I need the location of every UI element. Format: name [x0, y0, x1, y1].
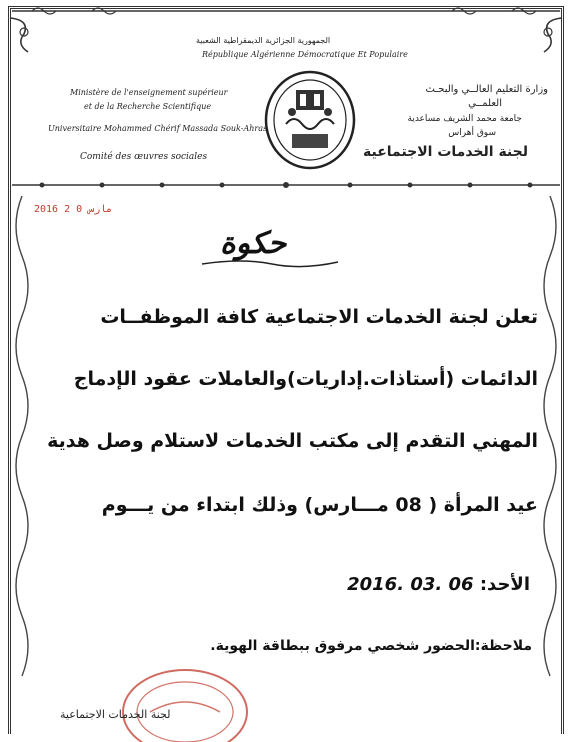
- ar-city: سوق أهراس: [448, 128, 496, 138]
- body-line-3: المهني التقدم إلى مكتب الخدمات لاستلام وصل هدية: [47, 430, 538, 452]
- university-seal-logo: [262, 68, 358, 172]
- body-line-4: عيد المرأة ( 08 مـــارس) وذلك ابتداء من يـــوم: [101, 494, 538, 516]
- fr-ministry-1: Ministère de l'enseignement supérieur: [70, 88, 228, 97]
- body-line-1: تعلن لجنة الخدمات الاجتماعية كافة الموظفــات: [100, 306, 538, 328]
- fr-ministry-2: et de la Recherche Scientifique: [84, 102, 212, 111]
- corner-flourish-top-right: [532, 14, 566, 54]
- title-underline-flourish: [200, 258, 340, 268]
- right-vine-ornament: [536, 196, 564, 716]
- body-line-2: الدائمات (أستاذات.إداريات)والعاملات عقود الإدماج: [73, 368, 538, 390]
- received-date-stamp: 2016 مارس 0 2: [34, 204, 113, 215]
- date-value: 06 .03 .2016: [347, 574, 474, 595]
- ar-committee: لجنة الخدمات الاجتماعية: [363, 144, 528, 160]
- ar-ministry-1: وزارة التعليم العالــي والبحـث: [425, 84, 548, 95]
- left-vine-ornament: [8, 196, 36, 716]
- date-label: الأحد:: [479, 574, 530, 595]
- ar-university: جامعة محمد الشريف مساعدية: [407, 114, 522, 124]
- ar-ministry-2: العلمــي: [468, 98, 502, 109]
- corner-flourish-top-left: [6, 14, 40, 54]
- fr-committee: Comité des œuvres sociales: [80, 152, 208, 162]
- signature-committee: لجنة الخدمات الاجتماعية: [60, 708, 171, 721]
- header-separator-ornament: [12, 178, 560, 192]
- official-stamp: [120, 652, 250, 742]
- note-text: ملاحظة:الحضور شخصي مرفوق ببطاقة الهوية.: [210, 638, 532, 654]
- document-title: حكوة: [220, 226, 287, 261]
- fr-republic: République Algérienne Démocratique Et Populaire: [202, 50, 408, 59]
- event-date: [347, 574, 530, 595]
- ar-republic: الجمهورية الجزائرية الديمقراطية الشعبية: [196, 36, 331, 45]
- fr-university: Universitaire Mohammed Chérif Massada Souk-Ahras: [48, 124, 268, 133]
- top-ornament: [12, 4, 560, 18]
